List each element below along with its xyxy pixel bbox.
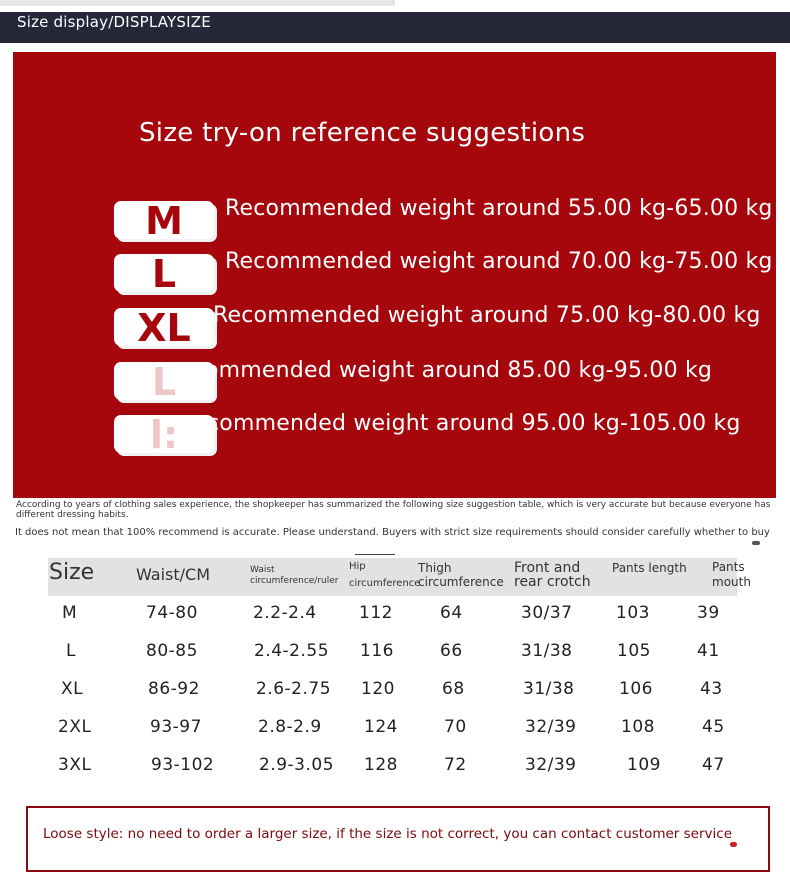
table-cell: 66 <box>440 641 463 661</box>
column-header-crotch: Front and <box>514 560 581 576</box>
table-cell: XL <box>61 679 84 699</box>
table-cell: 2XL <box>58 717 92 737</box>
table-cell: 41 <box>697 641 720 661</box>
size-disclaimer: It does not mean that 100% recommend is accurate. Please understand. Buyers with strict size requirements should consider carefully whether to buy <box>15 527 770 538</box>
table-cell: 105 <box>617 641 651 661</box>
column-header-mouth: Pants <box>712 560 745 574</box>
top-image-strip <box>0 0 395 6</box>
table-cell: 103 <box>616 603 650 623</box>
table-cell: 47 <box>702 755 725 775</box>
decorative-dot <box>752 541 760 545</box>
column-header-hip: Hip <box>349 561 366 572</box>
table-cell: 108 <box>621 717 655 737</box>
section-header <box>0 12 790 43</box>
table-cell: 2.2-2.4 <box>253 603 317 623</box>
size-table <box>38 558 763 780</box>
weight-recommendation: Recommended weight around 55.00 kg-65.00 kg <box>225 196 773 221</box>
weight-recommendation: Recommended weight around 75.00 kg-80.00 kg <box>213 303 761 328</box>
table-cell: 2.9-3.05 <box>259 755 335 775</box>
table-cell: 93-102 <box>151 755 215 775</box>
decorative-line <box>355 554 395 555</box>
table-cell: 124 <box>364 717 398 737</box>
table-cell: 72 <box>444 755 467 775</box>
column-header-ruler: circumference/ruler <box>250 576 339 586</box>
table-cell: 116 <box>360 641 394 661</box>
table-cell: 128 <box>364 755 398 775</box>
table-cell: 43 <box>700 679 723 699</box>
table-cell: 31/38 <box>523 679 575 699</box>
table-cell: 2.8-2.9 <box>258 717 322 737</box>
size-badge-xl: XL <box>114 308 214 346</box>
table-cell: 93-97 <box>150 717 202 737</box>
column-header-ruler: Waist <box>250 565 275 575</box>
column-header-thigh: circumference <box>418 575 504 589</box>
table-cell: 39 <box>697 603 720 623</box>
size-badge-faded: L <box>114 362 214 400</box>
column-header-crotch: rear crotch <box>514 574 591 590</box>
table-cell: 3XL <box>58 755 92 775</box>
table-cell: 86-92 <box>148 679 200 699</box>
loose-style-note <box>26 806 770 872</box>
loose-style-text: Loose style: no need to order a larger size, if the size is not correct, you can contact customer service <box>43 826 732 842</box>
size-note: According to years of clothing sales experience, the shopkeeper has summarized the following size suggestion table, which is very accurate but because everyone has different dressing habits. <box>16 500 771 520</box>
table-cell: 32/39 <box>525 755 577 775</box>
section-title: Size display/DISPLAYSIZE <box>17 13 211 31</box>
size-badge-l: L <box>114 254 214 292</box>
column-header-size: Size <box>49 560 95 585</box>
table-cell: 64 <box>440 603 463 623</box>
panel-title: Size try-on reference suggestions <box>139 118 586 148</box>
weight-recommendation: commended weight around 95.00 kg-105.00 kg <box>207 411 741 436</box>
weight-recommendation: Recommended weight around 70.00 kg-75.00 kg <box>225 249 773 274</box>
table-cell: 45 <box>702 717 725 737</box>
decorative-dot <box>730 842 737 847</box>
table-cell: 70 <box>444 717 467 737</box>
table-cell: 120 <box>361 679 395 699</box>
column-header-waist: Waist/CM <box>136 565 211 584</box>
column-header-hip: circumference <box>349 578 421 589</box>
table-cell: 2.6-2.75 <box>256 679 332 699</box>
table-cell: 31/38 <box>521 641 573 661</box>
table-cell: 112 <box>359 603 393 623</box>
table-cell: 106 <box>619 679 653 699</box>
table-cell: 30/37 <box>521 603 573 623</box>
table-cell: 2.4-2.55 <box>254 641 330 661</box>
column-header-mouth: mouth <box>712 575 751 589</box>
table-cell: 80-85 <box>146 641 198 661</box>
table-cell: 68 <box>442 679 465 699</box>
column-header-thigh: Thigh <box>418 561 452 575</box>
table-cell: M <box>62 603 78 623</box>
column-header-length: Pants length <box>612 561 687 575</box>
table-cell: 109 <box>627 755 661 775</box>
size-badge-faded: l: <box>114 415 214 453</box>
table-cell: L <box>66 641 76 661</box>
weight-recommendation: ommended weight around 85.00 kg-95.00 kg <box>205 358 713 383</box>
table-cell: 32/39 <box>525 717 577 737</box>
table-cell: 74-80 <box>146 603 198 623</box>
size-badge-m: M <box>114 201 214 239</box>
